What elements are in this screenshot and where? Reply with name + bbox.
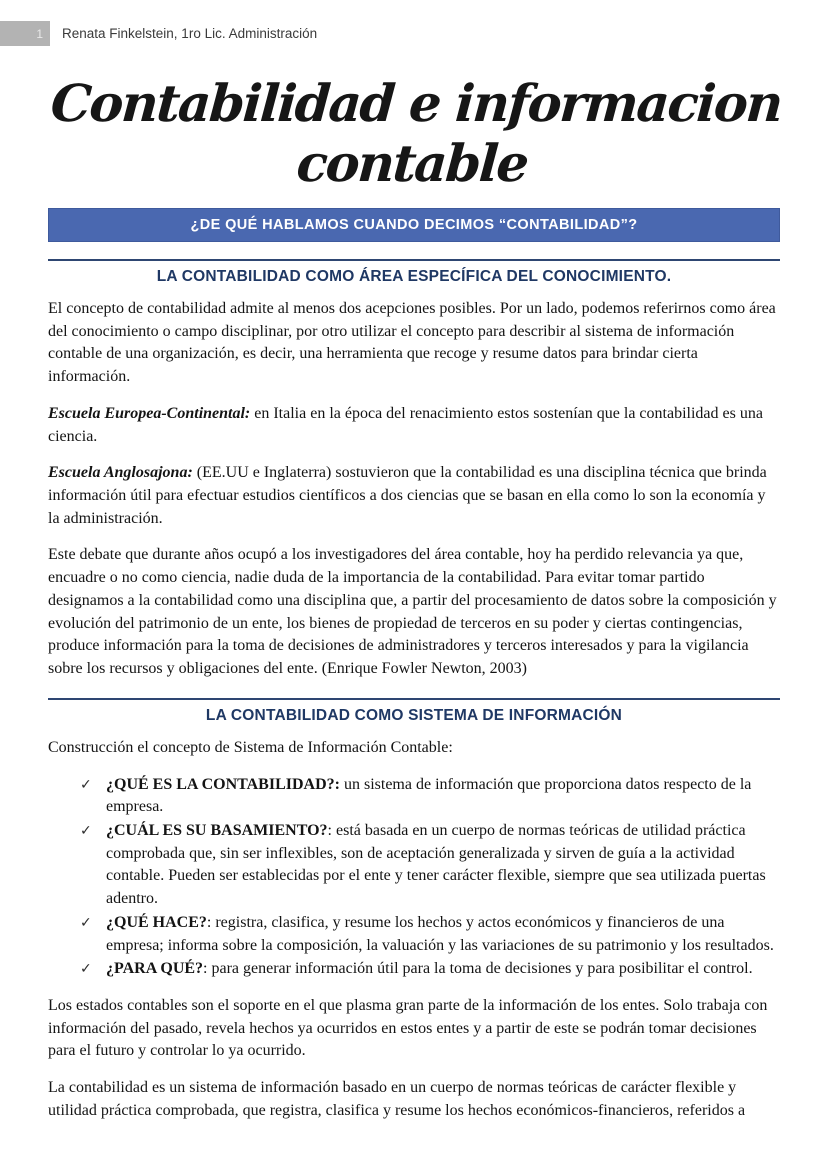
paragraph-escuela-europea bbox=[48, 403, 780, 448]
concept-checklist bbox=[48, 774, 780, 981]
section-heading-sistema-informacion: LA CONTABILIDAD COMO SISTEMA DE INFORMACIÓN bbox=[48, 698, 780, 725]
document-content bbox=[48, 58, 784, 1137]
checkmark-icon: ✓ bbox=[80, 822, 92, 839]
paragraph-contabilidad-sistema bbox=[48, 1077, 780, 1122]
paragraph-lead: Escuela Europea-Continental: bbox=[48, 404, 251, 422]
list-item-body: un sistema de información que proporciona datos respecto de la empresa. bbox=[106, 775, 752, 816]
list-item-lead: ¿PARA QUÉ? bbox=[106, 960, 204, 978]
main-question-banner: ¿DE QUÉ HABLAMOS CUANDO DECIMOS “CONTABILIDAD”? bbox=[48, 208, 780, 242]
list-item bbox=[80, 912, 780, 957]
paragraph-construccion-intro bbox=[48, 737, 780, 760]
list-item bbox=[80, 820, 780, 911]
paragraph-estados-contables bbox=[48, 995, 780, 1063]
paragraph-text: El concepto de contabilidad admite al menos dos acepciones posibles. Por un lado, podemos referirnos como área del conocimiento o campo disciplinar, por otro utilizar el concepto para describir al sistema de información contable de una organización, es decir, una herramienta que recoge y resume datos para brindar cierta información. bbox=[48, 300, 776, 386]
list-item bbox=[80, 958, 780, 981]
list-item-text bbox=[106, 774, 780, 819]
header-author: Renata Finkelstein, 1ro Lic. Administración bbox=[62, 26, 318, 41]
checkmark-icon: ✓ bbox=[80, 776, 92, 793]
paragraph-text: (EE.UU e Inglaterra) sostuvieron que la contabilidad es una disciplina técnica que brinda información útil para efectuar estudios científicos a dos ciencias que se basan en ella como lo son la economía y la administración. bbox=[48, 464, 767, 527]
checkmark-icon: ✓ bbox=[80, 914, 92, 931]
list-item-text bbox=[106, 912, 780, 957]
page-title: Contabilidad e informacion contable bbox=[48, 74, 784, 194]
paragraph-lead: Escuela Anglosajona: bbox=[48, 464, 193, 482]
paragraph-text: Este debate que durante años ocupó a los investigadores del área contable, hoy ha perdido relevancia ya que, encuadre o no como ciencia, nadie duda de la importancia de la contabilidad. Para evitar tomar partido designamos a la contabilidad como una disciplina que, a partir del procesamiento de datos sobre la composición y evolución del patrimonio de un ente, los bienes de propiedad de terceros en su poder y ciertas contingencias, produce información para la toma de decisiones de administradores y terceros interesados y para la vigilancia sobre los recursos y obligaciones del ente. (Enrique Fowler Newton, 2003) bbox=[48, 546, 777, 678]
list-item-lead: ¿QUÉ ES LA CONTABILIDAD?: bbox=[106, 775, 340, 793]
list-item-text bbox=[106, 820, 780, 911]
paragraph-debate-fowler-newton bbox=[48, 544, 780, 680]
list-item-text bbox=[106, 958, 780, 981]
list-item-body: : registra, clasifica, y resume los hechos y actos económicos y financieros de una empresa; informa sobre la composición, la valuación y las variaciones de su patrimonio y los resultados. bbox=[106, 913, 774, 954]
list-item-lead: ¿CUÁL ES SU BASAMIENTO? bbox=[106, 821, 328, 839]
paragraph-text: La contabilidad es un sistema de información basado en un cuerpo de normas teóricas de carácter flexible y utilidad práctica comprobada, que registra, clasifica y resume los hechos económicos-financieros, referidos a bbox=[48, 1079, 746, 1119]
checkmark-icon: ✓ bbox=[80, 961, 92, 978]
page-header bbox=[0, 21, 780, 46]
paragraph-text: Construcción el concepto de Sistema de Información Contable: bbox=[48, 738, 453, 756]
paragraph-text: en Italia en la época del renacimiento estos sostenían que la contabilidad es una ciencia. bbox=[48, 404, 763, 445]
list-item bbox=[80, 774, 780, 819]
section-heading-area-especifica: LA CONTABILIDAD COMO ÁREA ESPECÍFICA DEL CONOCIMIENTO. bbox=[48, 259, 780, 286]
paragraph-concepto-contabilidad bbox=[48, 298, 780, 389]
page-number-badge: 1 bbox=[0, 21, 50, 46]
paragraph-text: Los estados contables son el soporte en el que plasma gran parte de la información de los entes. Solo trabaja con información del pasado, revela hechos ya ocurridos en estos entes y a partir de este se podrán tomar decisiones para el futuro y controlar lo ya ocurrido. bbox=[48, 996, 768, 1060]
list-item-body: : para generar información útil para la toma de decisiones y para posibilitar el control. bbox=[203, 960, 753, 978]
list-item-lead: ¿QUÉ HACE? bbox=[106, 913, 207, 931]
paragraph-escuela-anglosajona bbox=[48, 462, 780, 530]
list-item-body: : está basada en un cuerpo de normas teóricas de utilidad práctica comprobada que, sin ser inflexibles, son de aceptación generalizada y sirven de guía a la actividad contable. Pueden ser establecidas por el ente y tener carácter flexible, siempre que sea utilizada puertas adentro. bbox=[106, 821, 766, 908]
